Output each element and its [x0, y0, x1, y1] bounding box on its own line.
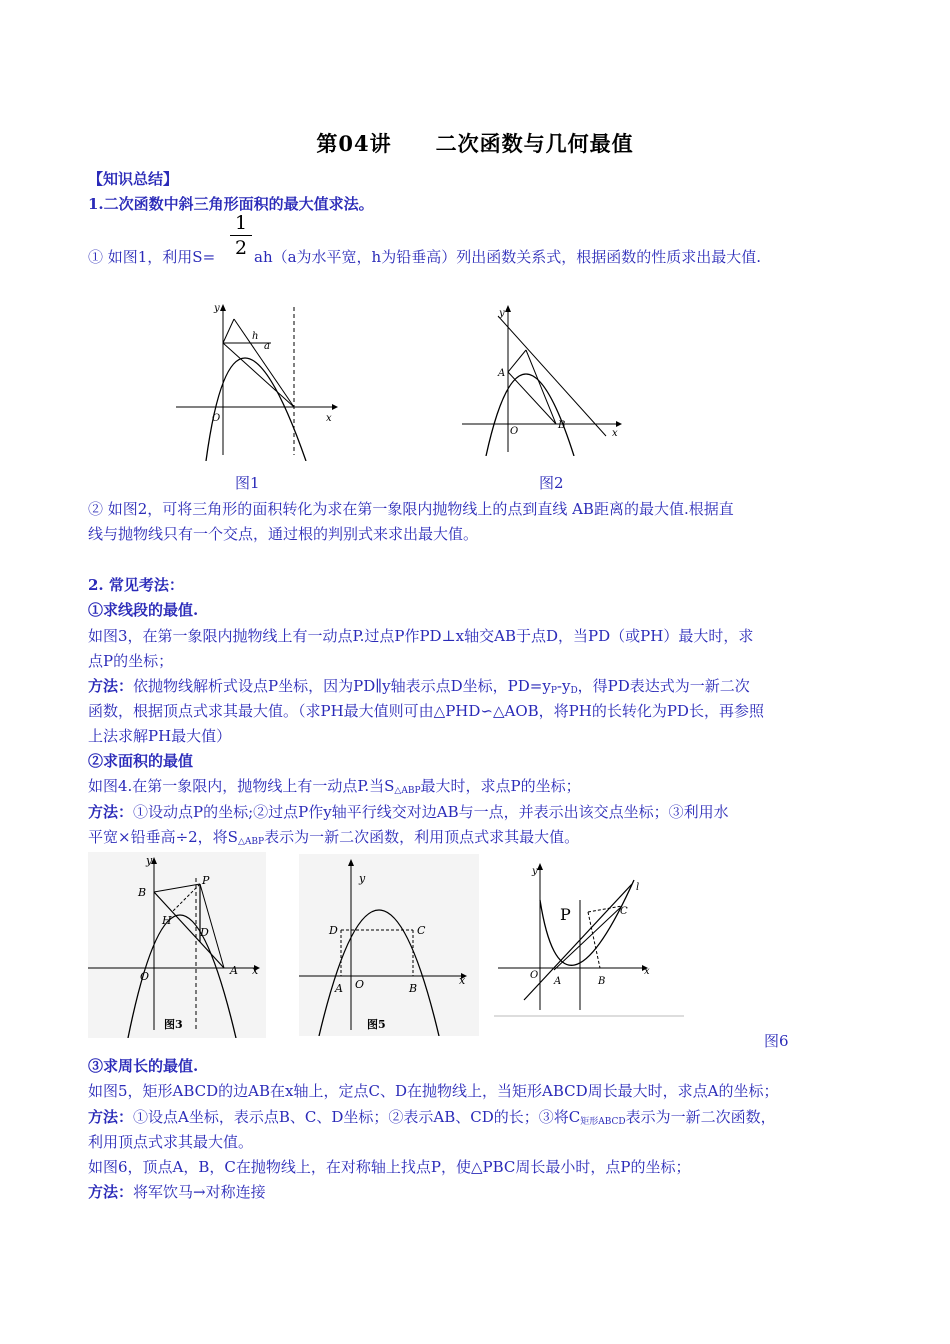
sub2-method-line-2 [88, 825, 579, 855]
figure-2 [462, 302, 626, 456]
method-label: 方法： [88, 1108, 134, 1126]
sub2-line-1-b: 最大时，求点P的坐标； [420, 777, 581, 795]
sub3-method-2 [88, 1180, 266, 1205]
fig5-b-label: B [409, 982, 418, 995]
fig6-caption: 图6 [764, 1032, 789, 1050]
sub2-method-text-a: 平宽×铅垂高÷2，将S [88, 828, 238, 846]
method1-prefix: ① 如图1，利用S= [88, 248, 216, 266]
sub1-title: ①求线段的最值. [88, 601, 199, 619]
sub1-method-mid: -y [556, 677, 571, 695]
fraction-numerator: 1 [234, 212, 248, 234]
fig2-caption: 图2 [539, 474, 564, 492]
sub1-method-sub-d: D [570, 686, 578, 696]
fig2-a-label: A [498, 368, 506, 379]
fig2-x-label: x [612, 428, 618, 439]
sub2-method-sub-abp: △ABP [237, 837, 265, 847]
fig6-b-label: B [598, 976, 606, 987]
fig6-a-label: A [554, 976, 562, 987]
fraction-bar [230, 235, 252, 236]
sub3-method-text-b: 表示为一新二次函数， [625, 1108, 776, 1126]
fig1-caption: 图1 [235, 474, 260, 492]
sub2-sub-abp: △ABP [394, 786, 421, 796]
method-label: 方法： [88, 677, 134, 695]
fig1-h-label: h [252, 331, 259, 342]
fig2-origin-label: O [510, 426, 519, 437]
sub3-title: ③求周长的最值. [88, 1057, 199, 1075]
fig3-y-label: y [146, 854, 153, 867]
fig6-c-label: C [620, 906, 628, 917]
fig3-a-label: A [230, 964, 238, 977]
fig5-inner-caption: 图5 [367, 1018, 386, 1031]
sub1-method-line-2: 函数，根据顶点式求其最大值。（求PH最大值则可由△PHD∽△AOB，将PH的长转化为PD长，再参照 [88, 702, 764, 720]
sub1-method-text-b: ，得PD表达式为一新二次 [577, 677, 750, 695]
sub3-method-sub: 矩形ABCD [580, 1117, 626, 1127]
fig3-h-label: H [162, 914, 172, 927]
method1-suffix: ah（a为水平宽，h为铅垂高）列出函数关系式，根据函数的性质求出最大值. [254, 248, 761, 266]
fig3-inner-caption: 图3 [164, 1018, 183, 1031]
sub2-method-text-b: 表示为一新二次函数，利用顶点式求其最大值。 [264, 828, 580, 846]
method2-line-2: 线与抛物线只有一个交点，通过根的判别式来求出最大值。 [88, 525, 479, 543]
heading-2: 2. 常见考法： [88, 576, 184, 594]
fig6-x-label: x [644, 966, 650, 977]
sub1-method-sub-p: P [550, 686, 557, 696]
sub3-line-3: 如图6，顶点A，B，C在抛物线上，在对称轴上找点P，使△PBC周长最小时，点P的坐标； [88, 1158, 691, 1176]
fig5-a-label: A [335, 982, 343, 995]
sub2-method-line-1 [88, 800, 729, 825]
sub2-title: ②求面积的最值 [88, 752, 194, 770]
section-knowledge: 【知识总结】 [88, 170, 179, 188]
method-label: 方法： [88, 803, 134, 821]
fig5-d-label: D [329, 924, 338, 937]
fig1-y-label: y [214, 303, 220, 314]
sub2-line-1-a: 如图4.在第一象限内，抛物线上有一动点P.当S [88, 777, 395, 795]
sub1-method-text-a: 依抛物线解析式设点P坐标，因为PD∥y轴表示点D坐标，PD=y [133, 677, 551, 695]
fig5-origin-label: O [355, 978, 365, 991]
fig5-y-label: y [359, 872, 366, 885]
heading-1: 1.二次函数中斜三角形面积的最大值求法。 [88, 195, 374, 213]
sub3-line-1: 如图5，矩形ABCD的边AB在x轴上，定点C、D在抛物线上，当矩形ABCD周长最大时，求点A的坐标； [88, 1082, 779, 1100]
fig5-x-label: x [459, 974, 466, 987]
fig3-origin-label: O [140, 970, 150, 983]
page-title: 第04讲 二次函数与几何最值 [316, 131, 634, 156]
figure-3 [88, 852, 266, 1038]
sub2-method-text: ①设动点P的坐标;②过点P作y轴平行线交对边AB与一点，并表示出该交点坐标；③利用水 [133, 803, 729, 821]
fig1-a-label: a [264, 341, 270, 352]
figure-6 [494, 860, 684, 1020]
fig1-origin-label: O [212, 413, 221, 424]
fraction-denominator: 2 [234, 237, 248, 259]
method-label: 方法： [88, 1183, 134, 1201]
fig6-origin-label: O [530, 970, 539, 981]
fig3-x-label: x [252, 964, 259, 977]
fig6-y-label: y [532, 866, 538, 877]
fraction-half [230, 212, 252, 259]
fig2-b-label: B [558, 420, 566, 431]
sub1-method-line-3: 上法求解PH最大值） [88, 727, 232, 745]
sub3-method-2-text: 将军饮马→对称连接 [133, 1183, 266, 1201]
figure-1 [176, 295, 342, 461]
fig3-b-label: B [138, 886, 147, 899]
fig5-c-label: C [417, 924, 426, 937]
method2-line-1: ② 如图2，可将三角形的面积转化为求在第一象限内抛物线上的点到直线 AB距离的最大值.根据直 [88, 500, 734, 518]
sub1-line-1: 如图3，在第一象限内抛物线上有一动点P.过点P作PD⊥x轴交AB于点D，当PD（或PH）最大时，求 [88, 627, 754, 645]
fig1-x-label: x [326, 413, 332, 424]
fig3-d-label: D [200, 926, 209, 939]
sub1-line-2: 点P的坐标； [88, 652, 174, 670]
fig6-l-label: l [636, 882, 640, 893]
sub3-method-line-2: 利用顶点式求其最大值。 [88, 1133, 254, 1151]
fig2-y-label: y [499, 308, 505, 319]
figure-5 [299, 854, 479, 1036]
fig3-p-label: P [202, 874, 210, 887]
sub3-method-text-a: ①设点A坐标，表示点B、C、D坐标；②表示AB、CD的长；③将C [133, 1108, 581, 1126]
fig6-p-label: P [560, 905, 571, 924]
